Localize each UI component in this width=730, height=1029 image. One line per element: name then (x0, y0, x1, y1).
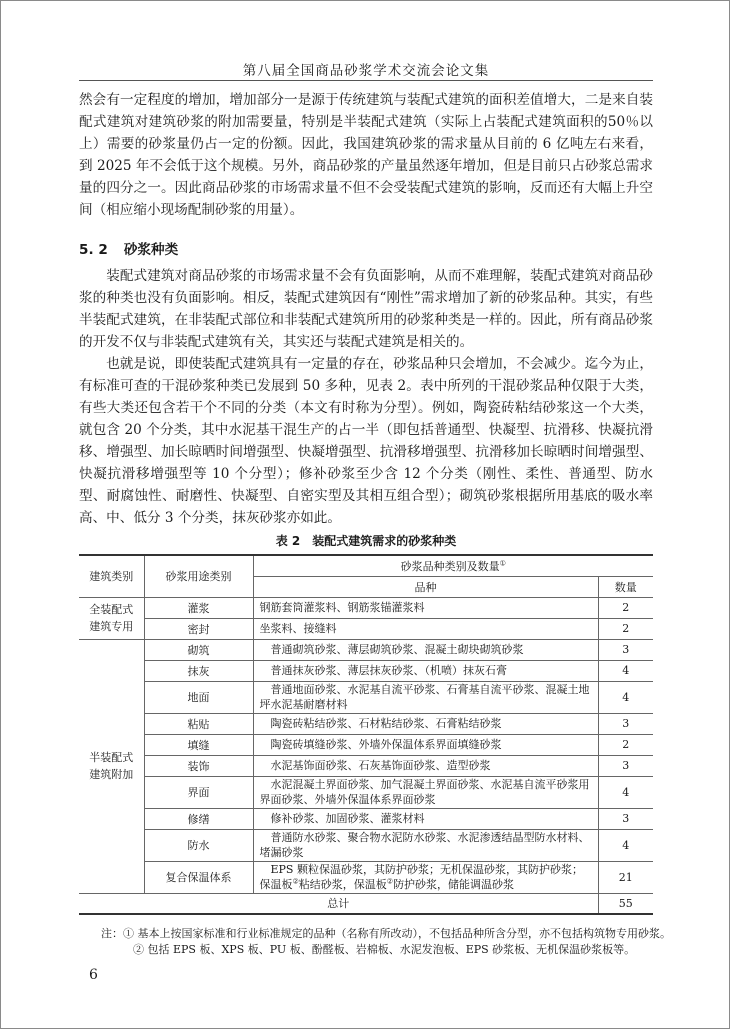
header-usage-type: 砂浆用途类别 (144, 555, 253, 597)
usage-cell: 抹灰 (144, 660, 253, 681)
count-cell: 4 (598, 776, 653, 808)
varieties-text: 陶瓷砖粘结砂浆、石材粘结砂浆、石膏粘结砂浆 (270, 717, 502, 730)
varieties-cell (253, 734, 598, 755)
count-cell: 3 (598, 639, 653, 660)
usage-cell: 防水 (144, 829, 253, 861)
header-group (253, 555, 653, 576)
page-number: 6 (89, 967, 98, 983)
varieties-text: 防护砂浆，储能调温砂浆 (393, 878, 515, 891)
varieties-text: 普通砌筑砂浆、薄层砌筑砂浆、混凝土砌块砌筑砂浆 (270, 643, 524, 656)
count-cell: 2 (598, 597, 653, 618)
count-cell: 3 (598, 755, 653, 776)
table-row (79, 713, 653, 734)
total-count: 55 (598, 893, 653, 914)
varieties-cell: 钢筋套筒灌浆料、钢筋浆锚灌浆料 (253, 597, 598, 618)
usage-cell: 灌浆 (144, 597, 253, 618)
varieties-cell (253, 808, 598, 829)
mortar-types-table (79, 554, 653, 915)
table-row (79, 776, 653, 808)
paragraph: 也就是说，即使装配式建筑具有一定量的存在，砂浆品种只会增加，不会减少。迄今为止，有标准可查的干混砂浆种类已发展到 50 多种，见表 2。表中所列的干混砂浆品种仅限于大类，有些大类还包含若干个不同的分类（本文有时称为分型）。例如，陶瓷砖粘结砂浆这一个大类，就包含 20 个分类，其中水泥基干混生产的占一半（即包括普通型、快凝型、抗滑移、快凝抗滑移、增强型、加长晾晒时间增强型、快凝增强型、抗滑移增强型、抗滑移加长晾晒时间增强型、快凝抗滑移增强型等 10 个分型）；修补砂浆至少含 12 个分类（刚性、柔性、普通型、防水型、耐腐蚀性、耐磨性、快凝型、自密实型及其相互组合型）；砌筑砂浆根据所用基底的吸水率高、中、低分 3 个分类，抹灰砂浆亦如此。 (79, 356, 653, 526)
table-row (79, 808, 653, 829)
varieties-text: 粘结砂浆，保温板 (298, 878, 387, 891)
table-row (79, 755, 653, 776)
table-header-row (79, 555, 653, 576)
section-heading (79, 238, 178, 258)
varieties-cell (253, 861, 598, 893)
table-row (79, 660, 653, 681)
table-notes (101, 926, 671, 958)
header-variety: 品种 (253, 576, 598, 597)
table-caption (79, 532, 653, 549)
usage-cell: 砌筑 (144, 639, 253, 660)
varieties-cell (253, 713, 598, 734)
varieties-cell (253, 755, 598, 776)
note-mark: ① (499, 559, 506, 568)
varieties-cell (253, 681, 598, 713)
table-row (79, 639, 653, 660)
section-number: 5. 2 (79, 242, 108, 258)
total-label: 总计 (79, 893, 598, 914)
table-row (79, 861, 653, 893)
usage-cell: 复合保温体系 (144, 861, 253, 893)
table-row (79, 681, 653, 713)
group-cell (79, 639, 144, 893)
count-cell: 4 (598, 660, 653, 681)
table-row (79, 618, 653, 639)
usage-cell: 粘贴 (144, 713, 253, 734)
paragraph: 装配式建筑对商品砂浆的市场需求量不会有负面影响，从而不难理解，装配式建筑对商品砂浆的种类也没有负面影响。相反，装配式建筑因有“刚性”需求增加了新的砂浆品种。其实，有些半装配式建筑，在非装配式部位和非装配式建筑所用的砂浆种类是一样的。因此，所有商品砂浆的开发不仅与非装配式建筑有关，其实还与装配式建筑是相关的。 (79, 268, 653, 350)
varieties-text: 普通防水砂浆、聚合物水泥防水砂浆、水泥渗透结晶型防水材料、堵漏砂浆 (259, 831, 590, 859)
table-row (79, 734, 653, 755)
usage-cell: 密封 (144, 618, 253, 639)
section-body (79, 265, 653, 529)
varieties-cell (253, 639, 598, 660)
group-cell (79, 597, 144, 639)
table-row (79, 829, 653, 861)
usage-cell: 界面 (144, 776, 253, 808)
header-building-type: 建筑类别 (79, 555, 144, 597)
usage-cell: 填缝 (144, 734, 253, 755)
usage-cell: 地面 (144, 681, 253, 713)
header-rule (79, 80, 653, 81)
table-number: 表 2 (275, 534, 301, 548)
varieties-text: EPS 颗粒保温砂浆，其防护砂浆；无机保温砂浆，其防护砂浆；保温板 (259, 863, 583, 891)
group-name-line: 半装配式 (89, 751, 134, 764)
note-2: ② 包括 EPS 板、XPS 板、PU 板、酚醛板、岩棉板、水泥发泡板、EPS 砂浆板、无机保温砂浆板等。 (133, 943, 636, 956)
header-count: 数量 (598, 576, 653, 597)
group-name-line: 建筑附加 (89, 768, 134, 781)
count-cell: 2 (598, 734, 653, 755)
group-name-line: 建筑专用 (89, 620, 134, 633)
usage-cell: 装饰 (144, 755, 253, 776)
count-cell: 3 (598, 713, 653, 734)
notes-prefix: 注： (101, 927, 123, 940)
varieties-text: 普通地面砂浆、水泥基自流平砂浆、石膏基自流平砂浆、混凝土地坪水泥基耐磨材料 (259, 683, 590, 711)
note-mark: ② (386, 877, 394, 886)
running-head: 第八届全国商品砂浆学术交流会论文集 (242, 63, 490, 79)
count-cell: 4 (598, 681, 653, 713)
section-title: 砂浆种类 (123, 242, 179, 258)
varieties-text: 水泥混凝土界面砂浆、加气混凝土界面砂浆、水泥基自流平砂浆用界面砂浆、外墙外保温体系界面砂浆 (259, 778, 590, 806)
varieties-text: 陶瓷砖填缝砂浆、外墙外保温体系界面填缝砂浆 (270, 738, 502, 751)
varieties-cell: 坐浆料、接缝料 (253, 618, 598, 639)
count-cell: 21 (598, 861, 653, 893)
count-cell: 2 (598, 618, 653, 639)
count-cell: 3 (598, 808, 653, 829)
varieties-cell (253, 776, 598, 808)
group-name-line: 全装配式 (89, 603, 134, 616)
table-total-row (79, 893, 653, 914)
note-1 (101, 926, 671, 942)
paragraph: 然会有一定程度的增加，增加部分一是源于传统建筑与装配式建筑的面积差值增大，二是来自装配式建筑对建筑砂浆的附加需要量，特别是半装配式建筑（实际上占装配式建筑面积的50％以上）需要的砂浆量仍占一定的份额。因此，我国建筑砂浆的需求量从目前的 6 亿吨左右来看，到 2025 年不会低于这个规模。另外，商品砂浆的产量虽然逐年增加，但是目前只占砂浆总需求量的四分之一。因此商品砂浆的市场需求量不但不会受装配式建筑的影响，反而还有大幅上升空间（相应缩小现场配制砂浆的用量）。 (79, 92, 653, 218)
varieties-cell (253, 660, 598, 681)
note-mark: ② (292, 877, 299, 886)
table-title: 装配式建筑需求的砂浆种类 (312, 534, 457, 548)
continued-paragraph (79, 89, 653, 221)
varieties-text: 水泥基饰面砂浆、石灰基饰面砂浆、造型砂浆 (270, 759, 491, 772)
header-group-label: 砂浆品种类别及数量 (400, 559, 500, 573)
varieties-text: 修补砂浆、加固砂浆、灌浆材料 (270, 812, 425, 825)
count-cell: 4 (598, 829, 653, 861)
usage-cell: 修缮 (144, 808, 253, 829)
varieties-text: 普通抹灰砂浆、薄层抹灰砂浆、（机喷）抹灰石膏 (270, 664, 507, 677)
note-text: ① 基本上按国家标准和行业标准规定的品种（名称有所改动），不包括品种所含分型，亦不包括构筑物专用砂浆。 (123, 927, 671, 940)
table-row (79, 597, 653, 618)
varieties-cell (253, 829, 598, 861)
